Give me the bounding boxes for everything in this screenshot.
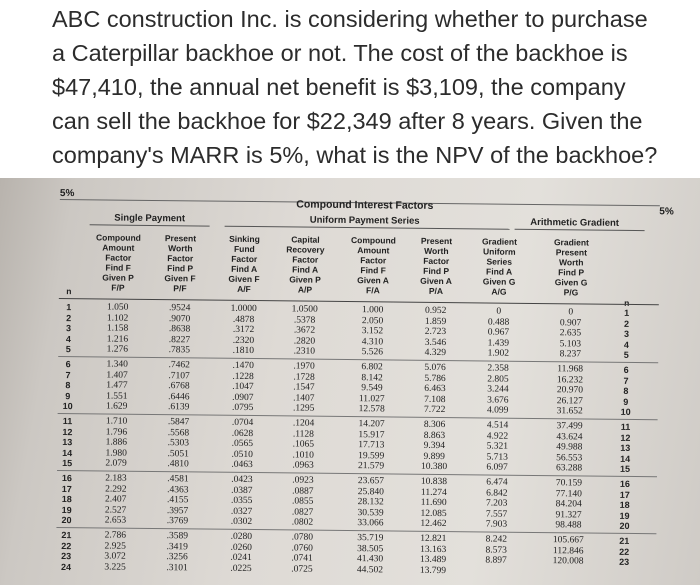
header-n-left: n <box>66 286 72 297</box>
table-cell-ap: .0923 .0887 .0855 .0827 .0802 <box>291 475 314 529</box>
header-pa: Present Worth Factor Find P Given A P/A <box>420 235 453 297</box>
table-cell-n2: 11 12 13 14 15 <box>620 421 631 475</box>
table-cell-n: 6 7 8 9 10 <box>62 359 73 412</box>
table-cell-ap: .1970 .1728 .1547 .1407 .1295 <box>292 361 315 415</box>
question-text: ABC construction Inc. is considering whether to purchase a Caterpillar backhoe or not. The cost of the backhoe is $47,410, the annual net benefit is $3,109, the company can sell the backhoe for $22,349 after 8 years. Given the company's MARR is 5%, what is the NPV of the backhoe? <box>0 0 700 178</box>
table-cell-ap: .0780 .0760 .0741 .0725 <box>291 532 314 575</box>
header-n-right: n <box>624 297 630 308</box>
table-cell-pg: 0 0.907 2.635 5.103 8.237 <box>559 307 582 360</box>
header-fa: Compound Amount Factor Find F Given A F/A <box>350 235 396 296</box>
table-cell-n: 21 22 23 24 <box>60 530 72 572</box>
header-pf: Present Worth Factor Find P Given F P/F <box>164 233 197 294</box>
table-cell-n2: 21 22 23 <box>619 535 630 568</box>
rate-label-left: 5% <box>59 188 75 200</box>
table-cell-fa: 1.000 2.050 3.152 4.310 5.526 <box>361 305 384 358</box>
table-cell-fp: 1.050 1.102 1.158 1.216 1.276 <box>106 302 129 356</box>
table-cell-pa: 10.838 11.274 11.690 12.085 12.462 <box>420 476 448 530</box>
table-cell-pf: .3589 .3419 .3256 .3101 <box>166 531 189 574</box>
table-cell-ag: 6.474 6.842 7.203 7.557 7.903 <box>485 477 508 531</box>
table-cell-fp: 1.710 1.796 1.886 1.980 2.079 <box>105 416 128 470</box>
table-cell-ag: 0 0.488 0.967 1.439 1.902 <box>487 306 510 360</box>
table-cell-pa: 0.952 1.859 2.723 3.546 4.329 <box>424 305 447 359</box>
table-cell-n2: 6 7 8 9 10 <box>620 364 631 418</box>
compound-interest-table <box>59 188 674 576</box>
table-cell-pf: .5847 .5568 .5303 .5051 .4810 <box>167 417 190 470</box>
group-line-arith <box>515 229 645 231</box>
group-uniform-series: Uniform Payment Series <box>309 214 420 227</box>
table-cell-fa: 23.657 25.840 28.132 30.539 33.066 <box>357 476 385 529</box>
table-cell-pf: .7462 .7107 .6768 .6446 .6139 <box>167 360 190 413</box>
group-arithmetic-gradient: Arithmetic Gradient <box>530 216 620 229</box>
table-cell-pa: 5.076 5.786 6.463 7.108 7.722 <box>423 362 446 416</box>
table-cell-pa: 12.821 13.163 13.489 13.799 <box>419 533 447 576</box>
table-title: Compound Interest Factors <box>296 198 434 212</box>
table-cell-fp: 2.786 2.925 3.072 3.225 <box>104 530 127 573</box>
table-cell-ag: 4.514 4.922 5.321 5.713 6.097 <box>486 420 509 474</box>
table-cell-af: .0704 .0628 .0565 .0510 .0463 <box>231 417 254 471</box>
table-cell-pf: .9524 .9070 .8638 .8227 .7835 <box>168 303 191 356</box>
interest-table-photo <box>0 178 700 585</box>
table-cell-ag: 2.358 2.805 3.244 3.676 4.099 <box>486 363 509 417</box>
table-cell-fp: 1.340 1.407 1.477 1.551 1.629 <box>105 359 128 413</box>
header-ag: Gradient Uniform Series Find A Given G A/G <box>481 236 517 297</box>
header-af: Sinking Fund Factor Find A Given F A/F <box>228 233 260 295</box>
table-cell-ap: 1.0500 .5378 .3672 .2820 .2310 <box>291 304 318 358</box>
header-pg: Gradient Present Worth Find P Given G P/G <box>553 237 589 298</box>
table-cell-n: 1 2 3 4 5 <box>65 302 72 355</box>
table-cell-pf: .4581 .4363 .4155 .3957 .3769 <box>166 474 189 527</box>
table-cell-fp: 2.183 2.292 2.407 2.527 2.653 <box>104 473 127 527</box>
table-cell-af: .0423 .0387 .0355 .0327 .0302 <box>230 474 253 528</box>
table-cell-pg: 11.968 16.232 20.970 26.127 31.652 <box>556 364 584 417</box>
table-cell-n: 11 12 13 14 15 <box>62 416 73 469</box>
table-cell-ap: .1204 .1128 .1065 .1010 .0963 <box>292 418 315 472</box>
table-cell-fa: 14.207 15.917 17.713 19.599 21.579 <box>357 419 385 472</box>
header-fp: Compound Amount Factor Find F Given P F/P <box>95 232 141 293</box>
table-cell-fa: 6.802 8.142 9.549 11.027 12.578 <box>358 362 385 415</box>
table-cell-n: 16 17 18 19 20 <box>61 473 73 526</box>
table-cell-af: .0280 .0260 .0241 .0225 <box>230 531 253 574</box>
table-cell-af: .1470 .1228 .1047 .0907 .0795 <box>231 360 254 414</box>
table-cell-pg: 105.667 112.846 120.008 <box>552 535 584 567</box>
rate-label-right: 5% <box>659 206 674 218</box>
header-ap: Capital Recovery Factor Find A Given P A/P <box>286 234 325 295</box>
table-cell-pg: 37.499 43.624 49.988 56.553 63.288 <box>555 421 583 474</box>
table-cell-fa: 35.719 38.505 41.430 44.502 <box>356 533 384 576</box>
group-line-uniform <box>225 226 510 230</box>
table-cell-ag: 8.242 8.573 8.897 <box>485 534 508 566</box>
table-cell-n2: 16 17 18 19 20 <box>619 478 630 532</box>
group-single-payment: Single Payment <box>114 212 186 225</box>
table-cell-af: 1.0000 .4878 .3172 .2320 .1810 <box>230 303 257 357</box>
group-line-single <box>90 224 210 226</box>
table-cell-pg: 70.159 77.140 84.204 91.327 98.488 <box>555 478 583 531</box>
table-cell-n2: 1 2 3 4 5 <box>623 307 630 361</box>
table-cell-pa: 8.306 8.863 9.394 9.899 10.380 <box>420 419 448 473</box>
